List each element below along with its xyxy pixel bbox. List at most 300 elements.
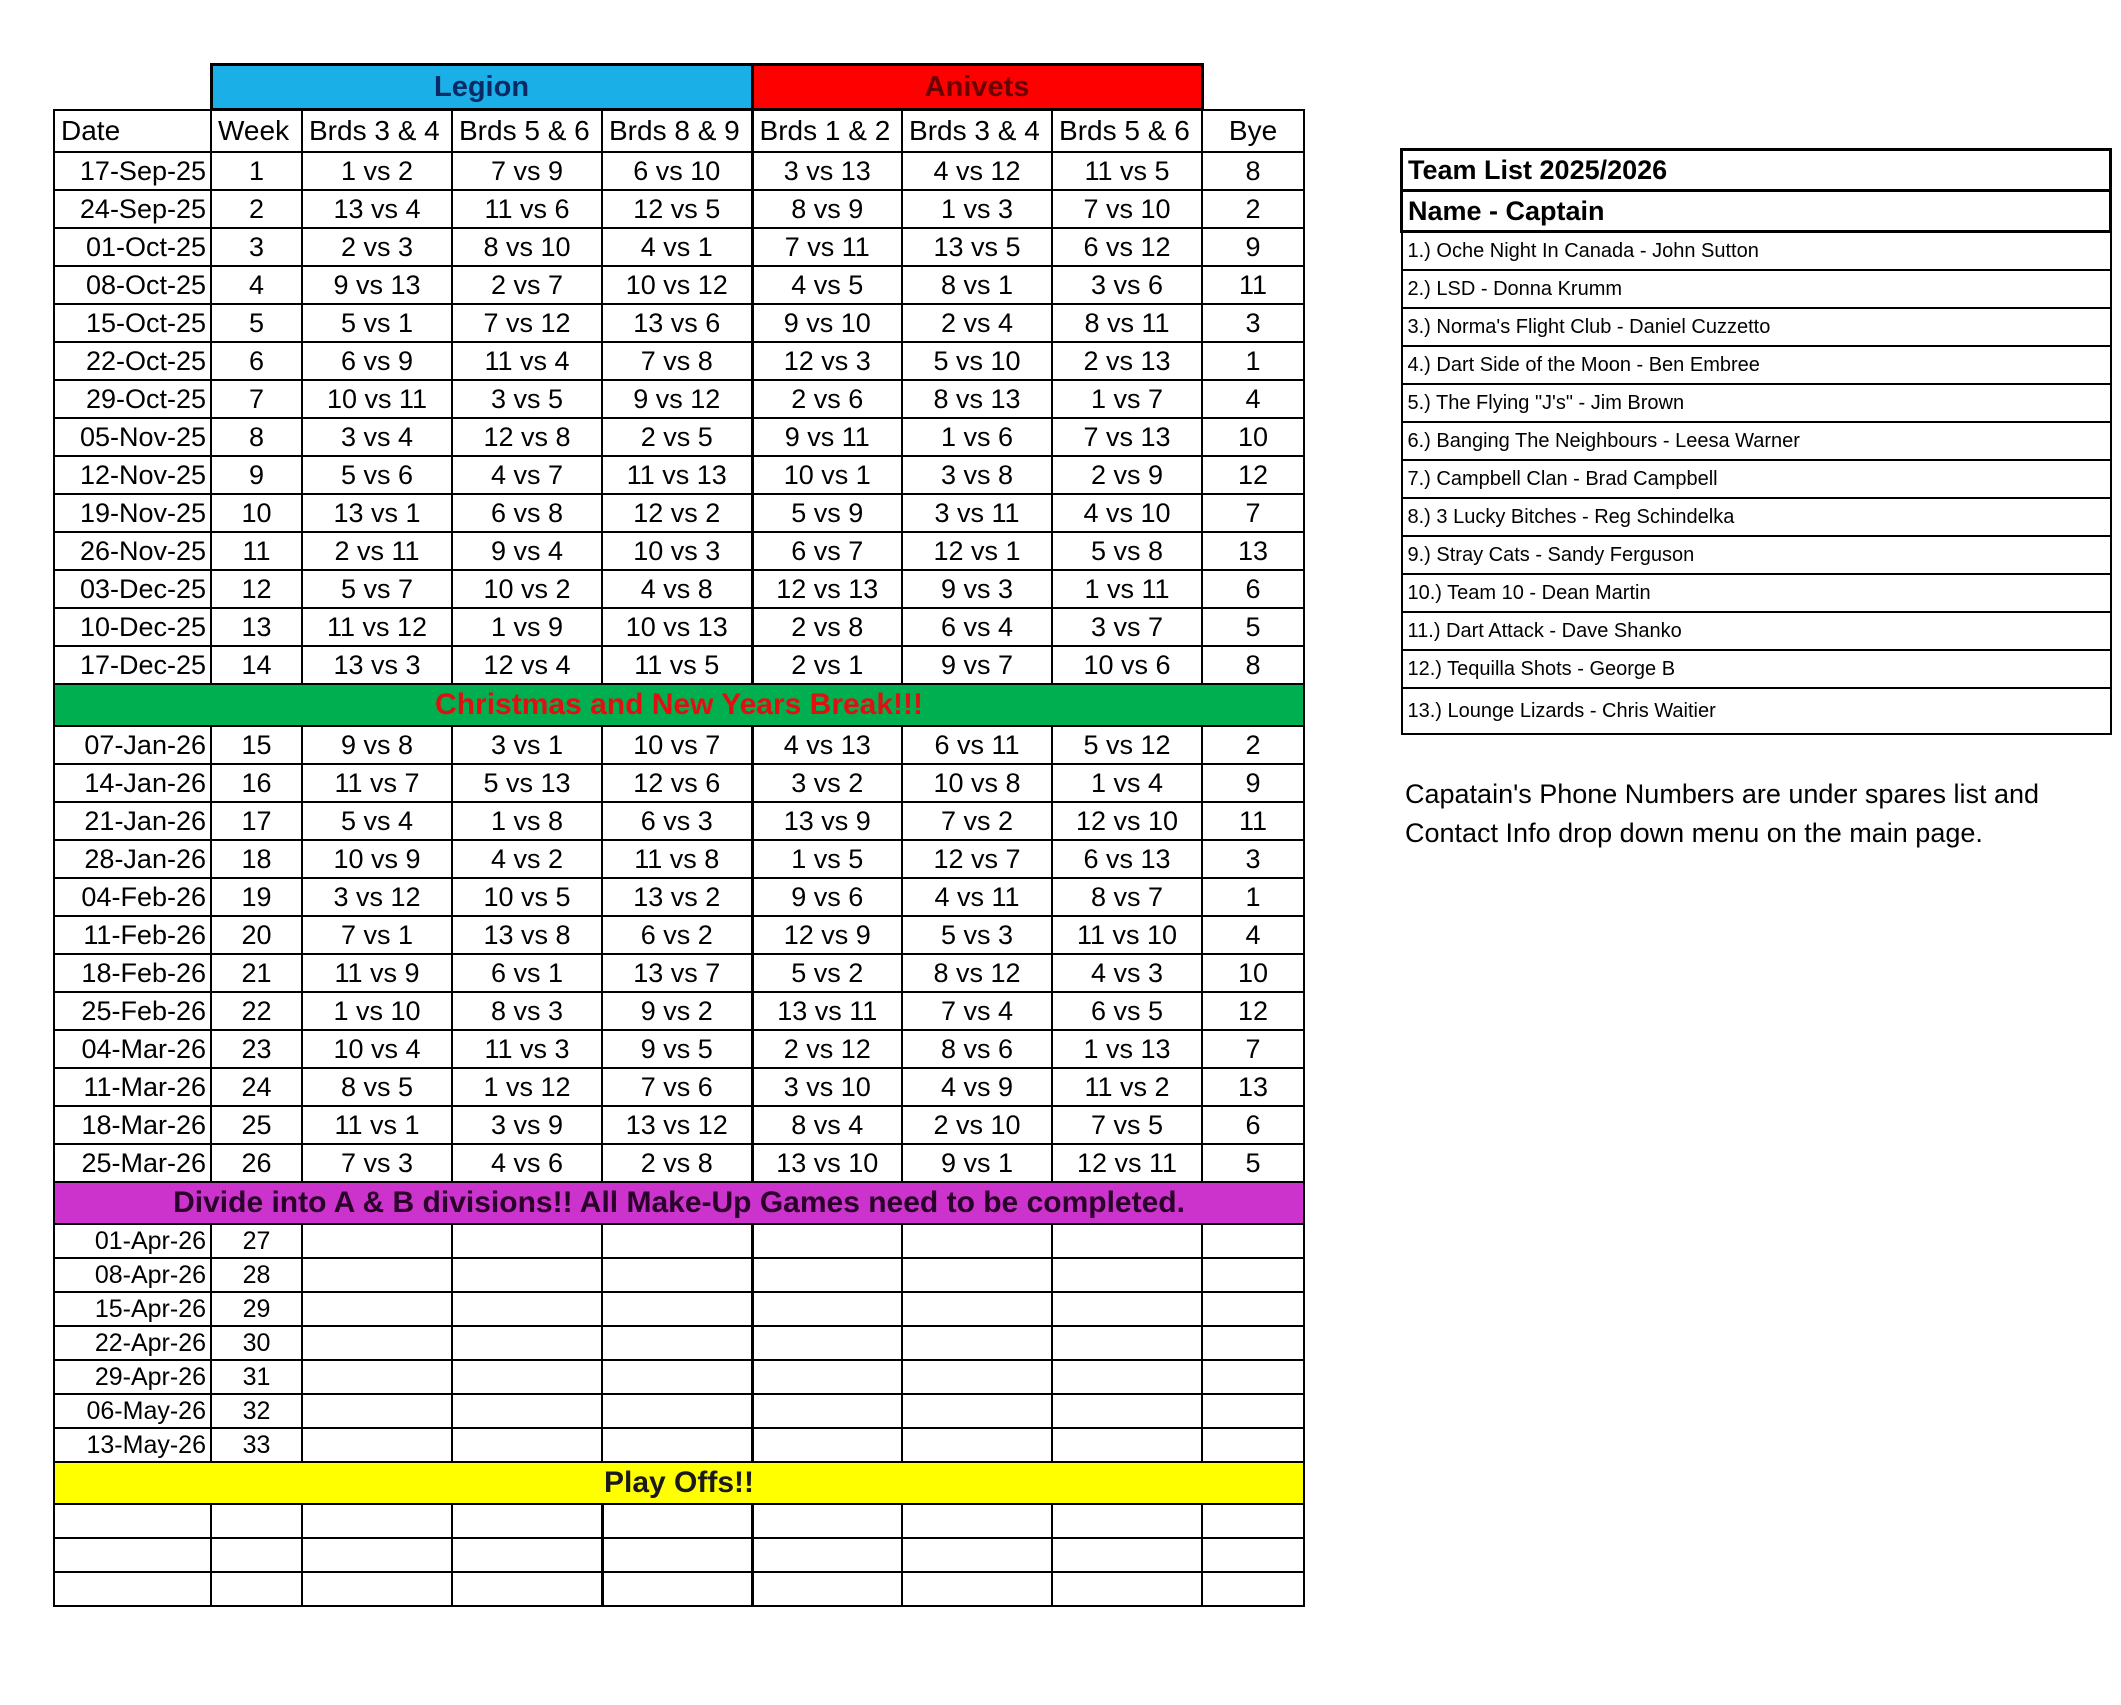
match-cell: 6 vs 4 <box>902 608 1052 646</box>
date-cell: 28-Jan-26 <box>54 840 211 878</box>
match-cell: 9 vs 7 <box>902 646 1052 684</box>
week-cell: 4 <box>211 266 302 304</box>
playoffs-banner: Play Offs!! <box>54 1462 1304 1504</box>
week-cell: 3 <box>211 228 302 266</box>
match-cell: 4 vs 12 <box>902 152 1052 190</box>
venue-anivets: Anivets <box>752 65 1202 110</box>
date-cell: 14-Jan-26 <box>54 764 211 802</box>
playoff-row <box>54 1504 1304 1538</box>
match-cell: 11 vs 5 <box>602 646 752 684</box>
match-cell: 7 vs 11 <box>752 228 902 266</box>
empty-cell <box>1052 1326 1202 1360</box>
date-cell: 07-Jan-26 <box>54 726 211 764</box>
empty-cell <box>211 1572 302 1606</box>
match-cell: 5 vs 6 <box>302 456 452 494</box>
empty-cell <box>1052 1224 1202 1258</box>
bye-cell: 12 <box>1202 456 1304 494</box>
week-cell: 24 <box>211 1068 302 1106</box>
bye-cell: 9 <box>1202 228 1304 266</box>
header-date: Date <box>54 110 211 153</box>
empty-cell <box>602 1538 752 1572</box>
bye-cell: 6 <box>1202 1106 1304 1144</box>
empty-cell <box>1052 1572 1202 1606</box>
empty-cell <box>752 1326 902 1360</box>
team-entry: 13.) Lounge Lizards - Chris Waitier <box>1402 688 2111 734</box>
match-cell: 4 vs 1 <box>602 228 752 266</box>
week-cell: 22 <box>211 992 302 1030</box>
date-cell: 25-Feb-26 <box>54 992 211 1030</box>
team-list-table <box>1400 148 2112 735</box>
match-cell: 6 vs 12 <box>1052 228 1202 266</box>
empty-cell <box>602 1292 752 1326</box>
empty-cell <box>1202 1360 1304 1394</box>
week-cell: 21 <box>211 954 302 992</box>
match-cell: 1 vs 9 <box>452 608 602 646</box>
match-cell: 11 vs 8 <box>602 840 752 878</box>
match-cell: 8 vs 3 <box>452 992 602 1030</box>
match-cell: 7 vs 8 <box>602 342 752 380</box>
empty-cell <box>1202 1538 1304 1572</box>
match-cell: 11 vs 1 <box>302 1106 452 1144</box>
date-cell: 15-Apr-26 <box>54 1292 211 1326</box>
week-cell: 7 <box>211 380 302 418</box>
match-cell: 3 vs 10 <box>752 1068 902 1106</box>
team-entry: 6.) Banging The Neighbours - Leesa Warner <box>1402 422 2111 460</box>
match-cell: 4 vs 10 <box>1052 494 1202 532</box>
date-cell: 19-Nov-25 <box>54 494 211 532</box>
week-cell: 13 <box>211 608 302 646</box>
bye-cell: 3 <box>1202 304 1304 342</box>
date-cell: 03-Dec-25 <box>54 570 211 608</box>
makeup-row <box>54 1326 1304 1360</box>
playoff-row <box>54 1572 1304 1606</box>
week-cell: 28 <box>211 1258 302 1292</box>
match-cell: 1 vs 3 <box>902 190 1052 228</box>
empty-cell <box>302 1394 452 1428</box>
match-cell: 1 vs 10 <box>302 992 452 1030</box>
match-cell: 6 vs 9 <box>302 342 452 380</box>
header-legion-brds-8-9: Brds 8 & 9 <box>602 110 752 153</box>
match-cell: 11 vs 7 <box>302 764 452 802</box>
empty-cell <box>452 1504 602 1538</box>
match-cell: 8 vs 4 <box>752 1106 902 1144</box>
empty-cell <box>1052 1428 1202 1462</box>
team-row <box>1402 422 2111 460</box>
date-cell: 08-Apr-26 <box>54 1258 211 1292</box>
match-cell: 7 vs 9 <box>452 152 602 190</box>
team-row <box>1402 650 2111 688</box>
match-cell: 4 vs 11 <box>902 878 1052 916</box>
empty-cell <box>902 1428 1052 1462</box>
week-cell: 18 <box>211 840 302 878</box>
match-cell: 13 vs 10 <box>752 1144 902 1182</box>
team-row <box>1402 460 2111 498</box>
empty-cell <box>452 1538 602 1572</box>
empty-cell <box>1202 1394 1304 1428</box>
week-cell: 29 <box>211 1292 302 1326</box>
date-cell: 26-Nov-25 <box>54 532 211 570</box>
date-cell: 29-Oct-25 <box>54 380 211 418</box>
empty-cell <box>302 1292 452 1326</box>
empty-cell <box>752 1224 902 1258</box>
bye-cell: 7 <box>1202 494 1304 532</box>
match-cell: 11 vs 2 <box>1052 1068 1202 1106</box>
match-cell: 2 vs 1 <box>752 646 902 684</box>
schedule-row <box>54 726 1304 764</box>
team-entry: 10.) Team 10 - Dean Martin <box>1402 574 2111 612</box>
match-cell: 2 vs 8 <box>602 1144 752 1182</box>
empty-cell <box>602 1360 752 1394</box>
match-cell: 1 vs 5 <box>752 840 902 878</box>
match-cell: 13 vs 3 <box>302 646 452 684</box>
match-cell: 8 vs 7 <box>1052 878 1202 916</box>
match-cell: 12 vs 7 <box>902 840 1052 878</box>
note-line-2: Contact Info drop down menu on the main page. <box>1405 818 1983 848</box>
week-cell: 11 <box>211 532 302 570</box>
match-cell: 6 vs 2 <box>602 916 752 954</box>
empty-cell <box>902 1292 1052 1326</box>
match-cell: 7 vs 1 <box>302 916 452 954</box>
week-cell: 19 <box>211 878 302 916</box>
match-cell: 3 vs 9 <box>452 1106 602 1144</box>
match-cell: 4 vs 8 <box>602 570 752 608</box>
empty-cell <box>752 1292 902 1326</box>
date-cell: 08-Oct-25 <box>54 266 211 304</box>
schedule-row <box>54 1068 1304 1106</box>
match-cell: 13 vs 11 <box>752 992 902 1030</box>
week-cell: 12 <box>211 570 302 608</box>
match-cell: 2 vs 6 <box>752 380 902 418</box>
match-cell: 12 vs 8 <box>452 418 602 456</box>
header-legion-brds-5-6: Brds 5 & 6 <box>452 110 602 153</box>
empty-cell <box>752 1428 902 1462</box>
empty-cell <box>602 1224 752 1258</box>
playoff-row <box>54 1538 1304 1572</box>
week-cell: 1 <box>211 152 302 190</box>
team-entry: 12.) Tequilla Shots - George B <box>1402 650 2111 688</box>
team-list-title: Team List 2025/2026 <box>1402 150 2111 191</box>
column-header-row <box>54 110 1304 153</box>
header-legion-brds-3-4: Brds 3 & 4 <box>302 110 452 153</box>
header-anivets-brds-1-2: Brds 1 & 2 <box>752 110 902 153</box>
bye-cell: 2 <box>1202 726 1304 764</box>
match-cell: 6 vs 7 <box>752 532 902 570</box>
match-cell: 12 vs 3 <box>752 342 902 380</box>
schedule-row <box>54 764 1304 802</box>
bye-cell: 5 <box>1202 1144 1304 1182</box>
empty-cell <box>452 1428 602 1462</box>
match-cell: 3 vs 2 <box>752 764 902 802</box>
match-cell: 7 vs 13 <box>1052 418 1202 456</box>
match-cell: 9 vs 6 <box>752 878 902 916</box>
match-cell: 13 vs 5 <box>902 228 1052 266</box>
match-cell: 8 vs 12 <box>902 954 1052 992</box>
schedule-row <box>54 266 1304 304</box>
empty-cell <box>752 1394 902 1428</box>
match-cell: 13 vs 9 <box>752 802 902 840</box>
match-cell: 8 vs 13 <box>902 380 1052 418</box>
empty-cell <box>902 1538 1052 1572</box>
empty-cell <box>1202 1326 1304 1360</box>
team-row <box>1402 346 2111 384</box>
divisions-banner: Divide into A & B divisions!! All Make-Up Games need to be completed. <box>54 1182 1304 1224</box>
match-cell: 5 vs 2 <box>752 954 902 992</box>
team-row <box>1402 384 2111 422</box>
empty-cell <box>902 1504 1052 1538</box>
empty-cell <box>211 1538 302 1572</box>
match-cell: 3 vs 12 <box>302 878 452 916</box>
empty-cell <box>902 1258 1052 1292</box>
match-cell: 2 vs 9 <box>1052 456 1202 494</box>
team-row <box>1402 536 2111 574</box>
match-cell: 5 vs 12 <box>1052 726 1202 764</box>
empty-cell <box>1052 1538 1202 1572</box>
match-cell: 10 vs 7 <box>602 726 752 764</box>
header-bye: Bye <box>1202 110 1304 153</box>
date-cell: 18-Feb-26 <box>54 954 211 992</box>
empty-cell <box>54 1572 211 1606</box>
empty-cell <box>1052 1292 1202 1326</box>
match-cell: 12 vs 2 <box>602 494 752 532</box>
match-cell: 8 vs 10 <box>452 228 602 266</box>
team-entry: 5.) The Flying "J's" - Jim Brown <box>1402 384 2111 422</box>
empty-cell <box>902 1326 1052 1360</box>
empty-cell <box>902 1572 1052 1606</box>
schedule-row <box>54 878 1304 916</box>
match-cell: 4 vs 7 <box>452 456 602 494</box>
team-entry: 8.) 3 Lucky Bitches - Reg Schindelka <box>1402 498 2111 536</box>
schedule-row <box>54 802 1304 840</box>
match-cell: 3 vs 7 <box>1052 608 1202 646</box>
match-cell: 10 vs 9 <box>302 840 452 878</box>
bye-cell: 8 <box>1202 646 1304 684</box>
match-cell: 9 vs 3 <box>902 570 1052 608</box>
week-cell: 25 <box>211 1106 302 1144</box>
week-cell: 8 <box>211 418 302 456</box>
makeup-row <box>54 1292 1304 1326</box>
date-cell: 11-Mar-26 <box>54 1068 211 1106</box>
bye-cell: 1 <box>1202 878 1304 916</box>
team-list-subtitle: Name - Captain <box>1402 191 2111 232</box>
match-cell: 12 vs 5 <box>602 190 752 228</box>
bye-cell: 3 <box>1202 840 1304 878</box>
bye-cell: 2 <box>1202 190 1304 228</box>
schedule-row <box>54 954 1304 992</box>
match-cell: 3 vs 11 <box>902 494 1052 532</box>
empty-cell <box>211 1504 302 1538</box>
schedule-row <box>54 494 1304 532</box>
week-cell: 15 <box>211 726 302 764</box>
date-cell: 22-Oct-25 <box>54 342 211 380</box>
match-cell: 6 vs 10 <box>602 152 752 190</box>
match-cell: 3 vs 5 <box>452 380 602 418</box>
schedule-row <box>54 380 1304 418</box>
match-cell: 13 vs 12 <box>602 1106 752 1144</box>
match-cell: 4 vs 9 <box>902 1068 1052 1106</box>
match-cell: 4 vs 6 <box>452 1144 602 1182</box>
bye-cell: 13 <box>1202 532 1304 570</box>
empty-cell <box>1202 1428 1304 1462</box>
match-cell: 1 vs 7 <box>1052 380 1202 418</box>
date-cell: 01-Oct-25 <box>54 228 211 266</box>
team-row <box>1402 498 2111 536</box>
week-cell: 23 <box>211 1030 302 1068</box>
bye-cell: 10 <box>1202 954 1304 992</box>
match-cell: 8 vs 5 <box>302 1068 452 1106</box>
match-cell: 5 vs 13 <box>452 764 602 802</box>
week-cell: 17 <box>211 802 302 840</box>
match-cell: 1 vs 6 <box>902 418 1052 456</box>
makeup-row <box>54 1394 1304 1428</box>
team-entry: 4.) Dart Side of the Moon - Ben Embree <box>1402 346 2111 384</box>
match-cell: 10 vs 12 <box>602 266 752 304</box>
week-cell: 32 <box>211 1394 302 1428</box>
match-cell: 7 vs 5 <box>1052 1106 1202 1144</box>
week-cell: 26 <box>211 1144 302 1182</box>
christmas-break-banner-row <box>54 684 1304 726</box>
bye-cell: 5 <box>1202 608 1304 646</box>
makeup-row <box>54 1360 1304 1394</box>
date-cell: 17-Dec-25 <box>54 646 211 684</box>
schedule-row <box>54 646 1304 684</box>
match-cell: 3 vs 4 <box>302 418 452 456</box>
match-cell: 9 vs 5 <box>602 1030 752 1068</box>
match-cell: 3 vs 6 <box>1052 266 1202 304</box>
bye-cell: 4 <box>1202 916 1304 954</box>
schedule-row <box>54 228 1304 266</box>
week-cell: 14 <box>211 646 302 684</box>
empty-cell <box>1052 1360 1202 1394</box>
match-cell: 13 vs 4 <box>302 190 452 228</box>
match-cell: 10 vs 4 <box>302 1030 452 1068</box>
bye-cell: 12 <box>1202 992 1304 1030</box>
empty-cell <box>752 1360 902 1394</box>
match-cell: 7 vs 4 <box>902 992 1052 1030</box>
schedule-row <box>54 342 1304 380</box>
match-cell: 11 vs 13 <box>602 456 752 494</box>
match-cell: 2 vs 3 <box>302 228 452 266</box>
empty-cell <box>902 1394 1052 1428</box>
match-cell: 11 vs 4 <box>452 342 602 380</box>
date-cell: 05-Nov-25 <box>54 418 211 456</box>
match-cell: 8 vs 11 <box>1052 304 1202 342</box>
empty-cell <box>1052 1258 1202 1292</box>
venue-legion: Legion <box>211 65 752 110</box>
team-row <box>1402 232 2111 271</box>
date-cell: 01-Apr-26 <box>54 1224 211 1258</box>
schedule-row <box>54 532 1304 570</box>
schedule-row <box>54 992 1304 1030</box>
team-entry: 3.) Norma's Flight Club - Daniel Cuzzetto <box>1402 308 2111 346</box>
schedule-row <box>54 570 1304 608</box>
match-cell: 9 vs 11 <box>752 418 902 456</box>
match-cell: 2 vs 8 <box>752 608 902 646</box>
empty-cell <box>752 1258 902 1292</box>
bye-cell: 1 <box>1202 342 1304 380</box>
match-cell: 5 vs 8 <box>1052 532 1202 570</box>
match-cell: 1 vs 4 <box>1052 764 1202 802</box>
empty-cell <box>1202 1258 1304 1292</box>
empty-cell <box>54 1504 211 1538</box>
schedule-row <box>54 1106 1304 1144</box>
empty-cell <box>452 1224 602 1258</box>
match-cell: 3 vs 8 <box>902 456 1052 494</box>
match-cell: 9 vs 13 <box>302 266 452 304</box>
match-cell: 12 vs 6 <box>602 764 752 802</box>
match-cell: 10 vs 11 <box>302 380 452 418</box>
match-cell: 10 vs 3 <box>602 532 752 570</box>
team-entry: 2.) LSD - Donna Krumm <box>1402 270 2111 308</box>
empty-cell <box>602 1504 752 1538</box>
match-cell: 11 vs 3 <box>452 1030 602 1068</box>
team-row <box>1402 574 2111 612</box>
empty-cell <box>452 1394 602 1428</box>
match-cell: 4 vs 5 <box>752 266 902 304</box>
match-cell: 4 vs 2 <box>452 840 602 878</box>
date-cell: 22-Apr-26 <box>54 1326 211 1360</box>
team-entry: 9.) Stray Cats - Sandy Ferguson <box>1402 536 2111 574</box>
match-cell: 9 vs 10 <box>752 304 902 342</box>
date-cell: 24-Sep-25 <box>54 190 211 228</box>
empty-cell <box>602 1326 752 1360</box>
match-cell: 7 vs 3 <box>302 1144 452 1182</box>
date-cell: 04-Mar-26 <box>54 1030 211 1068</box>
week-cell: 2 <box>211 190 302 228</box>
empty-cell <box>302 1538 452 1572</box>
bye-cell: 9 <box>1202 764 1304 802</box>
week-cell: 9 <box>211 456 302 494</box>
match-cell: 2 vs 12 <box>752 1030 902 1068</box>
date-cell: 18-Mar-26 <box>54 1106 211 1144</box>
team-row <box>1402 612 2111 650</box>
bye-cell: 11 <box>1202 266 1304 304</box>
bye-cell: 8 <box>1202 152 1304 190</box>
empty-cell <box>302 1224 452 1258</box>
match-cell: 5 vs 7 <box>302 570 452 608</box>
match-cell: 2 vs 4 <box>902 304 1052 342</box>
match-cell: 10 vs 5 <box>452 878 602 916</box>
match-cell: 12 vs 10 <box>1052 802 1202 840</box>
empty-cell <box>602 1394 752 1428</box>
empty-cell <box>602 1572 752 1606</box>
date-cell: 04-Feb-26 <box>54 878 211 916</box>
match-cell: 10 vs 1 <box>752 456 902 494</box>
match-cell: 10 vs 13 <box>602 608 752 646</box>
date-cell: 25-Mar-26 <box>54 1144 211 1182</box>
empty-cell <box>302 1360 452 1394</box>
week-cell: 30 <box>211 1326 302 1360</box>
match-cell: 7 vs 12 <box>452 304 602 342</box>
schedule-row <box>54 304 1304 342</box>
match-cell: 1 vs 2 <box>302 152 452 190</box>
match-cell: 3 vs 13 <box>752 152 902 190</box>
match-cell: 13 vs 6 <box>602 304 752 342</box>
date-cell: 10-Dec-25 <box>54 608 211 646</box>
empty-cell <box>302 1326 452 1360</box>
match-cell: 12 vs 4 <box>452 646 602 684</box>
empty-cell <box>302 1428 452 1462</box>
header-anivets-brds-3-4: Brds 3 & 4 <box>902 110 1052 153</box>
empty-cell <box>1052 1504 1202 1538</box>
venue-header-row <box>54 65 1304 110</box>
schedule-row <box>54 840 1304 878</box>
match-cell: 12 vs 9 <box>752 916 902 954</box>
week-cell: 16 <box>211 764 302 802</box>
match-cell: 2 vs 11 <box>302 532 452 570</box>
empty-cell <box>752 1504 902 1538</box>
date-cell: 15-Oct-25 <box>54 304 211 342</box>
empty-cell <box>1202 1504 1304 1538</box>
